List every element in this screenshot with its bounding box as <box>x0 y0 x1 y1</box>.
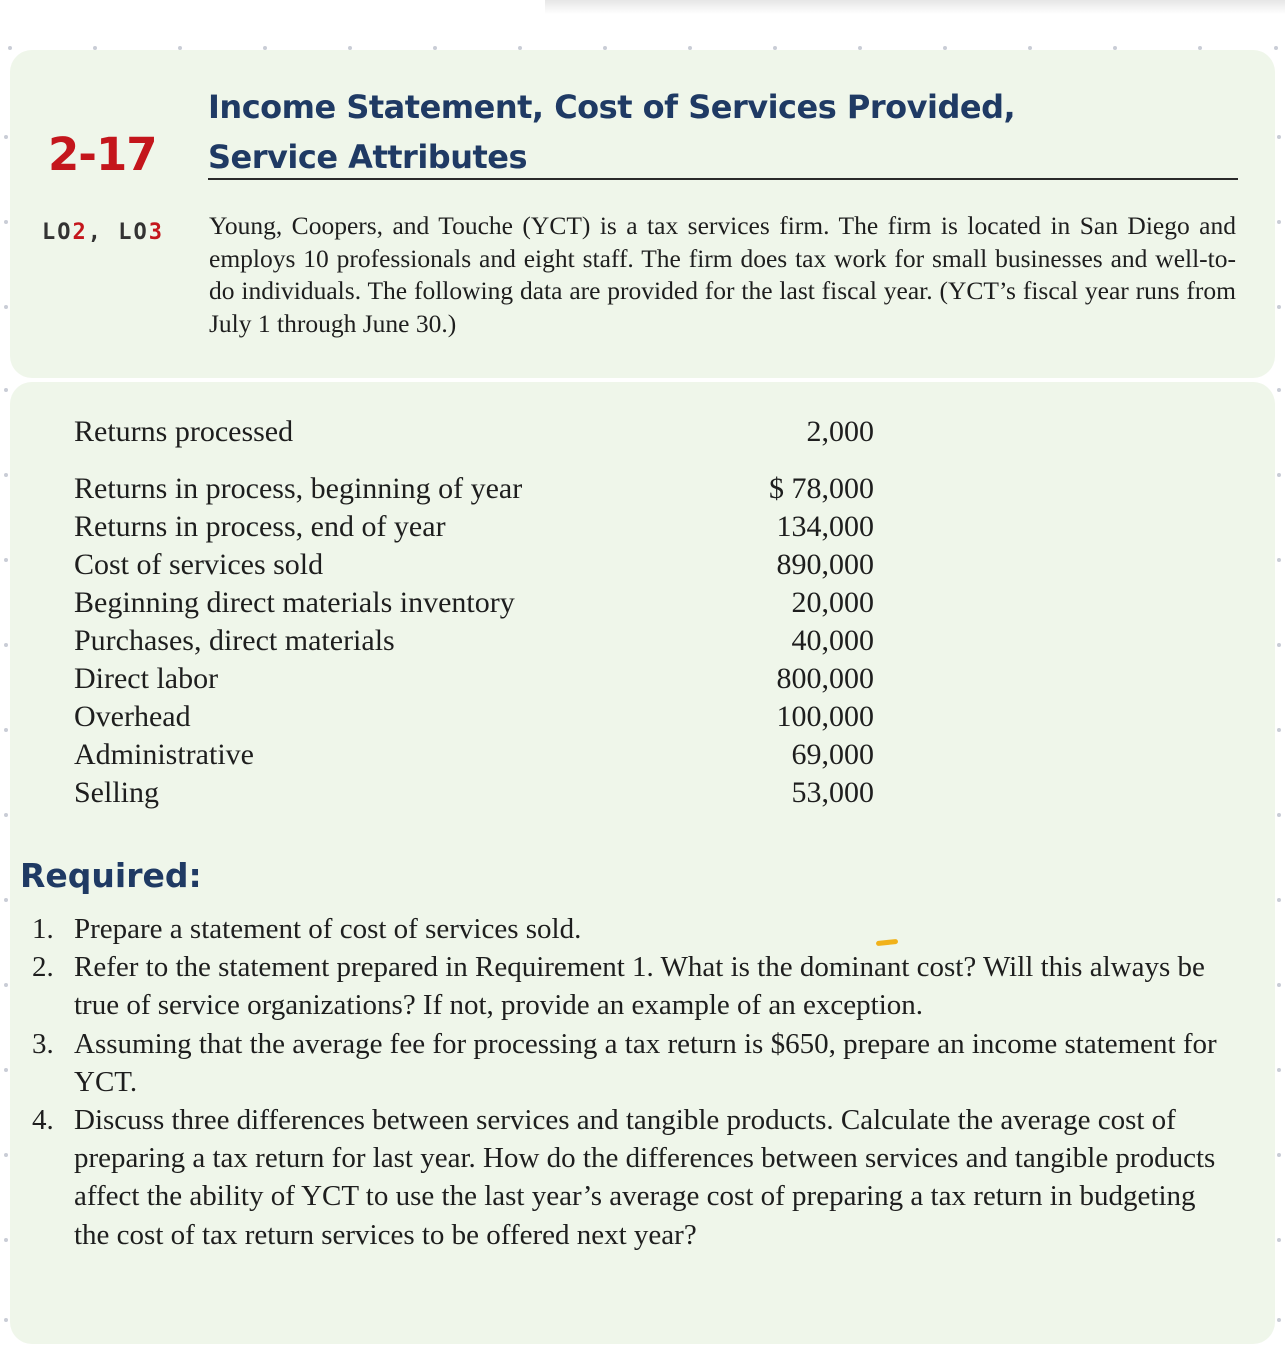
border-dot <box>4 1238 8 1242</box>
required-heading: Required: <box>20 856 202 895</box>
row-label: Returns in process, beginning of year <box>74 472 523 505</box>
border-dot <box>4 388 8 392</box>
border-dot <box>1277 135 1281 139</box>
table-spacer <box>74 451 874 470</box>
row-label: Overhead <box>74 700 191 733</box>
row-label: Direct labor <box>74 662 219 695</box>
border-dot <box>4 220 8 224</box>
requirement-number: 3. <box>32 1027 54 1060</box>
border-dot <box>4 898 8 902</box>
border-dot <box>1277 473 1281 477</box>
border-dot <box>4 643 8 647</box>
row-value: 800,000 <box>776 662 874 695</box>
border-dot <box>8 46 12 50</box>
row-value: 53,000 <box>791 776 874 809</box>
border-dot <box>1277 220 1281 224</box>
row-value: 100,000 <box>776 700 874 733</box>
border-dot <box>603 46 607 50</box>
border-dot <box>433 46 437 50</box>
requirement-text: Refer to the statement prepared in Requirement 1. What is the dominant cost? Will this always be true of service organizations? If not, provide an example of an exception. <box>74 951 1205 1022</box>
border-dot <box>263 46 267 50</box>
border-dot <box>4 305 8 309</box>
row-label: Administrative <box>74 738 254 771</box>
learning-objectives <box>42 220 164 245</box>
border-dot <box>688 46 692 50</box>
row-label: Purchases, direct materials <box>74 624 395 657</box>
problem-title <box>208 82 1238 182</box>
border-dot <box>1113 46 1117 50</box>
requirement-text: Discuss three differences between services and tangible products. Calculate the average cost of preparing a tax return for last year. How do the differences between services and tangible products affect the ability of YCT to use the last year’s average cost of preparing a tax return in budgeting the cost of tax return services to be offered next year? <box>74 1104 1216 1251</box>
table-row <box>74 470 874 508</box>
border-dot <box>1028 46 1032 50</box>
lo-separator: , <box>87 220 119 245</box>
table-row <box>74 413 874 451</box>
border-dot <box>4 728 8 732</box>
row-label: Selling <box>74 776 160 809</box>
border-dot <box>4 1068 8 1072</box>
lo-number: 2 <box>72 220 88 245</box>
requirement-number: 4. <box>32 1104 54 1137</box>
table-row <box>74 660 874 698</box>
border-dot <box>1277 388 1281 392</box>
list-item <box>32 948 1222 1024</box>
row-value: 2,000 <box>806 415 874 448</box>
table-row <box>74 774 874 812</box>
row-value: 20,000 <box>791 586 874 619</box>
table-row <box>74 698 874 736</box>
list-item <box>32 910 1222 948</box>
border-dot <box>1277 558 1281 562</box>
border-dot <box>773 46 777 50</box>
table-row <box>74 508 874 546</box>
row-value: 890,000 <box>776 548 874 581</box>
requirement-number: 1. <box>32 913 54 945</box>
requirement-text: Prepare a statement of cost of services sold. <box>74 913 582 945</box>
top-shadow <box>545 0 1285 14</box>
table-row <box>74 546 874 584</box>
data-table <box>74 413 874 812</box>
border-dot <box>1277 1068 1281 1072</box>
lo-number: 3 <box>148 220 164 245</box>
border-dot <box>4 135 8 139</box>
row-value: $ 78,000 <box>769 472 874 505</box>
list-item <box>32 1101 1222 1254</box>
row-label: Returns in process, end of year <box>74 510 446 543</box>
row-label: Beginning direct materials inventory <box>74 586 515 619</box>
row-value: 40,000 <box>791 624 874 657</box>
row-value: 134,000 <box>776 510 874 543</box>
table-row <box>74 622 874 660</box>
row-value: 69,000 <box>791 738 874 771</box>
border-dot <box>1277 1238 1281 1242</box>
requirement-number: 2. <box>32 951 54 984</box>
border-dot <box>93 46 97 50</box>
border-dot <box>4 983 8 987</box>
border-dot <box>1277 898 1281 902</box>
border-dot <box>1198 46 1202 50</box>
border-dot <box>518 46 522 50</box>
requirements-list <box>32 910 1222 1254</box>
border-dot <box>4 558 8 562</box>
list-item <box>32 1025 1222 1101</box>
table-row <box>74 736 874 774</box>
requirement-text: Assuming that the average fee for processing a tax return is $650, prepare an income statement for YCT. <box>74 1027 1217 1098</box>
border-dot <box>348 46 352 50</box>
problem-title-line-2: Service Attributes <box>208 138 528 176</box>
border-dot <box>4 1153 8 1157</box>
border-dot <box>1277 983 1281 987</box>
lo-prefix: LO <box>42 220 73 245</box>
border-dot <box>1277 1153 1281 1157</box>
border-dot <box>858 46 862 50</box>
table-row <box>74 584 874 622</box>
lo-prefix: LO <box>118 220 149 245</box>
problem-number: 2-17 <box>48 128 157 181</box>
border-dot <box>1274 46 1278 50</box>
border-dot <box>4 1318 8 1322</box>
border-dot <box>1277 305 1281 309</box>
border-dot <box>4 473 8 477</box>
row-label: Cost of services sold <box>74 548 324 581</box>
problem-title-line-1: Income Statement, Cost of Services Provided, <box>208 88 1016 126</box>
border-dot <box>1277 1318 1281 1322</box>
border-dot <box>1277 728 1281 732</box>
border-dot <box>1277 643 1281 647</box>
problem-intro: Young, Coopers, and Touche (YCT) is a tax services firm. The firm is located in San Diego and employs 10 professionals and eight staff. The firm does tax work for small businesses and well-to-do individuals. The following data are provided for the last fiscal year. (YCT’s fiscal year runs from July 1 through June 30.) <box>209 211 1236 338</box>
border-dot <box>943 46 947 50</box>
border-dot <box>178 46 182 50</box>
border-dot <box>4 813 8 817</box>
title-rule <box>208 178 1238 180</box>
border-dot <box>1277 813 1281 817</box>
row-label: Returns processed <box>74 415 294 448</box>
